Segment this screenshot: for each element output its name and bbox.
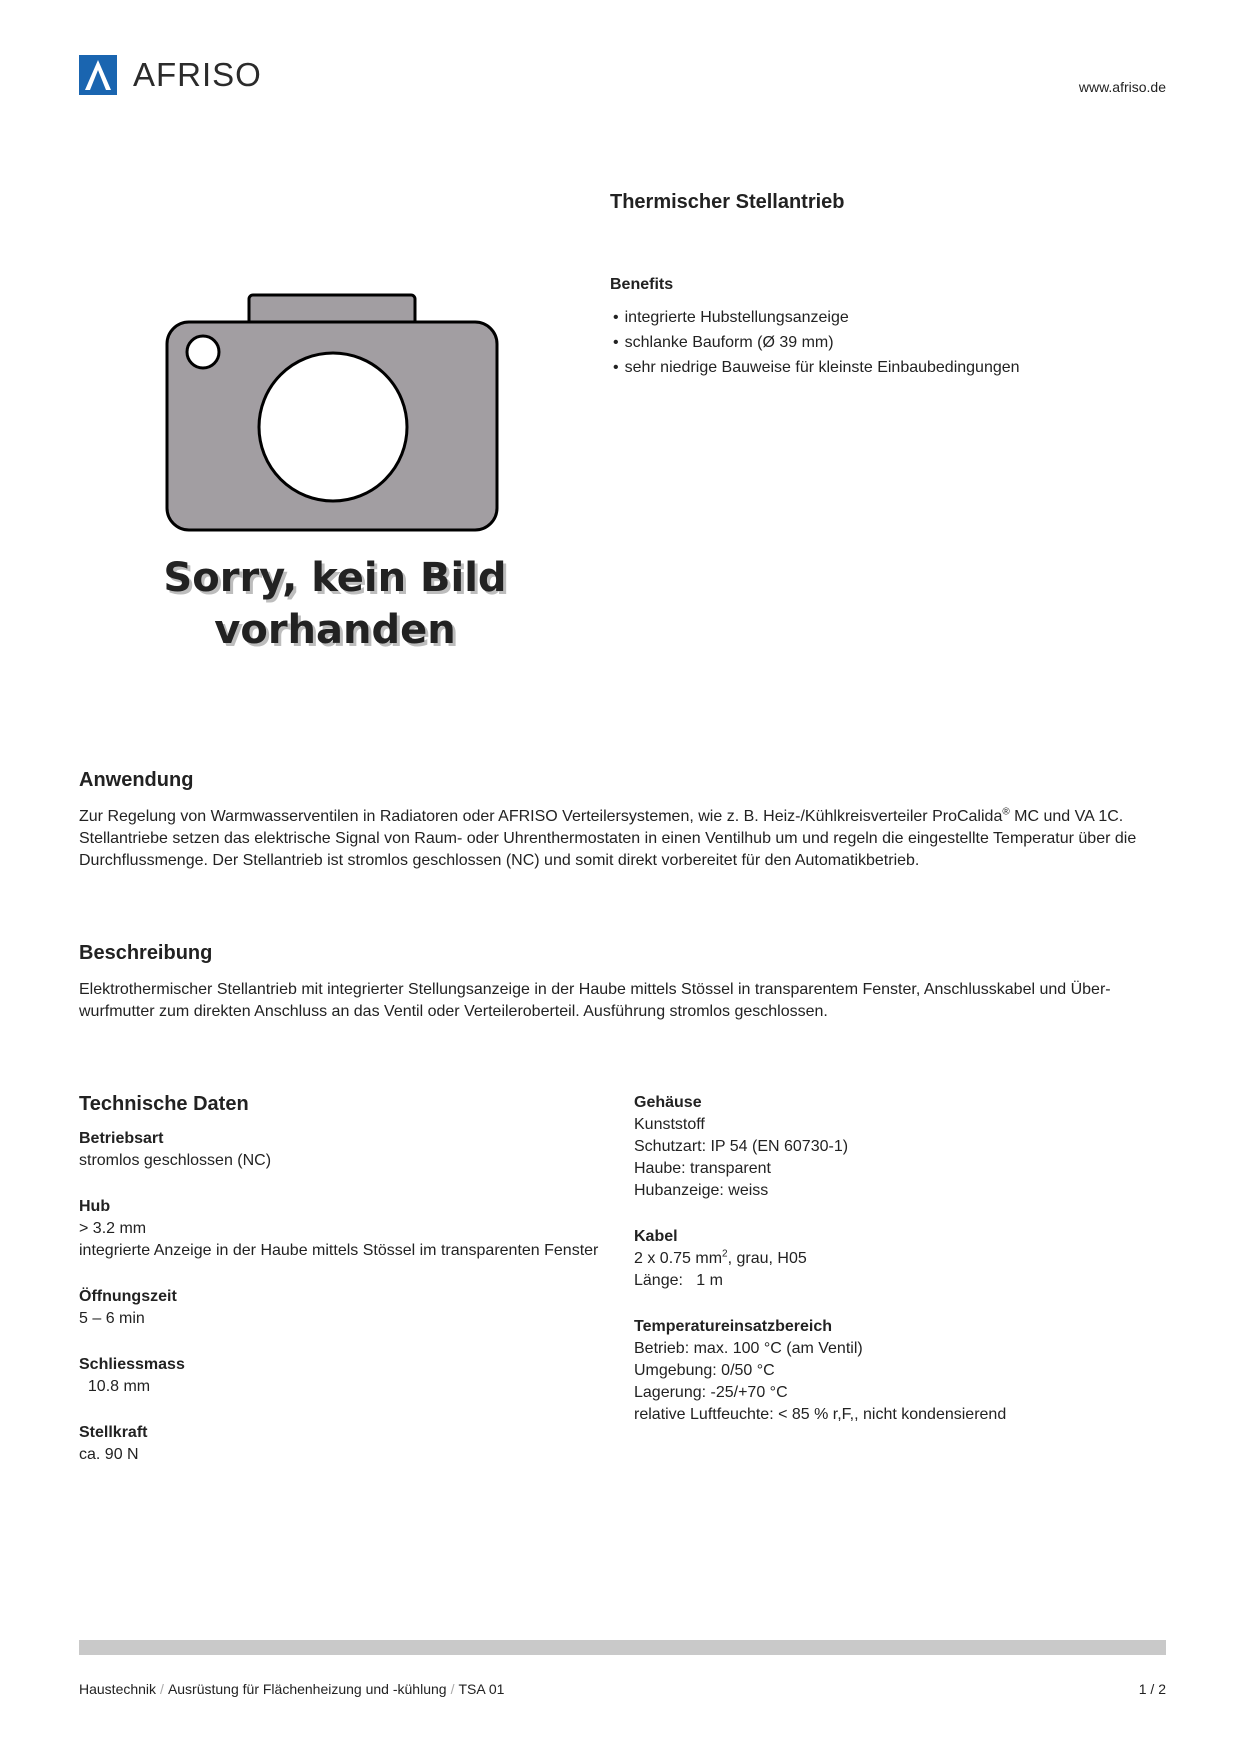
spec-label: Betriebsart (79, 1130, 164, 1147)
benefits-list (613, 305, 1020, 380)
spec-value: relative Luftfeuchte: < 85 % r,F,, nicht kondensierend (634, 1406, 1007, 1423)
breadcrumb-item: Ausrüstung für Flächenheizung und -kühlung (167, 1681, 447, 1697)
breadcrumb-item: TSA 01 (458, 1681, 505, 1697)
benefit-item: • integrierte Hubstellungsanzeige (613, 305, 1020, 330)
breadcrumb-separator: / (160, 1681, 164, 1697)
spec-value: Betrieb: max. 100 °C (am Ventil) (634, 1340, 863, 1357)
footer-divider-bar (79, 1640, 1166, 1655)
product-title: Thermischer Stellantrieb (610, 191, 845, 213)
spec-label: Schliessmass (79, 1356, 185, 1373)
spec-value-part: 2 x 0.75 mm (634, 1250, 723, 1267)
no-image-caption (155, 552, 515, 656)
spec-value: Schutzart: IP 54 (EN 60730-1) (634, 1138, 849, 1155)
spec-label: Kabel (634, 1228, 678, 1245)
no-image-caption-line: Sorry, kein Bild (163, 555, 507, 601)
spec-value: stromlos geschlossen (NC) (79, 1152, 272, 1169)
afriso-logo-icon (79, 55, 117, 95)
spec-kabel (634, 1226, 1174, 1292)
registered-mark: ® (1002, 806, 1010, 818)
spec-hub (79, 1196, 599, 1262)
spec-label: Öffnungszeit (79, 1288, 177, 1305)
anwendung-text-part: Zur Regelung von Warmwasserventilen in Radiatoren oder AFRISO Verteilersystemen, wie z. B. Heiz-/Kühlkreisverteiler ProCalida (79, 808, 1003, 825)
spec-stellkraft (79, 1422, 599, 1466)
spec-value: 10.8 mm (79, 1378, 151, 1395)
spec-temperatureinsatzbereich (634, 1316, 1174, 1426)
spec-value: Hubanzeige: weiss (634, 1182, 769, 1199)
brand-name: AFRISO (133, 56, 262, 93)
spec-value: > 3.2 mm (79, 1220, 147, 1237)
spec-oeffnungszeit (79, 1286, 599, 1330)
squared-mark: 2 (722, 1248, 728, 1260)
spec-value: 5 – 6 min (79, 1310, 145, 1327)
spec-value: Lagerung: -25/+70 °C (634, 1384, 788, 1401)
spec-value: Kunststoff (634, 1116, 705, 1133)
section-heading-technische-daten: Technische Daten (79, 1093, 249, 1115)
benefit-item: • schlanke Bauform (Ø 39 mm) (613, 330, 1020, 355)
anwendung-text-part: MC und VA 1C. Stellantriebe setzen das elektrische Signal von Raum- oder Uhrenthermostaten in einen Ventilhub um und regeln die eingestellte Temperatur über die Durchflussmenge. Der Stellantrieb ist stromlos geschlossen (NC) und somit direkt vorbereitet für den Automatikbetrieb. (79, 808, 1137, 869)
spec-label: Gehäuse (634, 1094, 702, 1111)
spec-value: integrierte Anzeige in der Haube mittels Stössel im transparenten Fenster (79, 1242, 599, 1259)
spec-value: Umgebung: 0/50 °C (634, 1362, 775, 1379)
spec-label: Stellkraft (79, 1424, 148, 1441)
beschreibung-text: Elektrothermischer Stellantrieb mit integrierter Stellungsanzeige in der Haube mittels Stössel in transparentem Fenster, Anschlusskabel und Überwurfmutter zum direkten Anschluss an das Ventil oder Verteileroberteil. Ausführung stromlos geschlossen. (79, 981, 1111, 1020)
breadcrumb (79, 1681, 504, 1697)
spec-value: Haube: transparent (634, 1160, 771, 1177)
anwendung-text (79, 806, 1167, 872)
spec-betriebsart (79, 1128, 599, 1172)
spec-label: Temperatureinsatzbereich (634, 1318, 832, 1335)
benefit-item: • sehr niedrige Bauweise für kleinste Einbaubedingungen (613, 355, 1020, 380)
section-heading-beschreibung: Beschreibung (79, 942, 213, 964)
website-link[interactable]: www.afriso.de (1078, 79, 1166, 95)
spec-schliessmass (79, 1354, 599, 1398)
tech-data-right-column (634, 1092, 1174, 1450)
spec-value (634, 1248, 1174, 1270)
afriso-logo (79, 55, 262, 95)
tech-data-left-column (79, 1128, 599, 1490)
spec-value-part: , grau, H05 (727, 1250, 807, 1267)
breadcrumb-item: Haustechnik (79, 1681, 157, 1697)
breadcrumb-separator: / (450, 1681, 455, 1697)
spec-gehaeuse (634, 1092, 1174, 1202)
section-heading-anwendung: Anwendung (79, 769, 194, 791)
spec-value: ca. 90 N (79, 1446, 139, 1463)
spec-value: Länge: 1 m (634, 1272, 723, 1289)
page-number: 1 / 2 (1138, 1681, 1166, 1697)
spec-label: Hub (79, 1198, 111, 1215)
benefits-heading: Benefits (610, 276, 674, 293)
no-image-caption-line: vorhanden (214, 607, 456, 653)
